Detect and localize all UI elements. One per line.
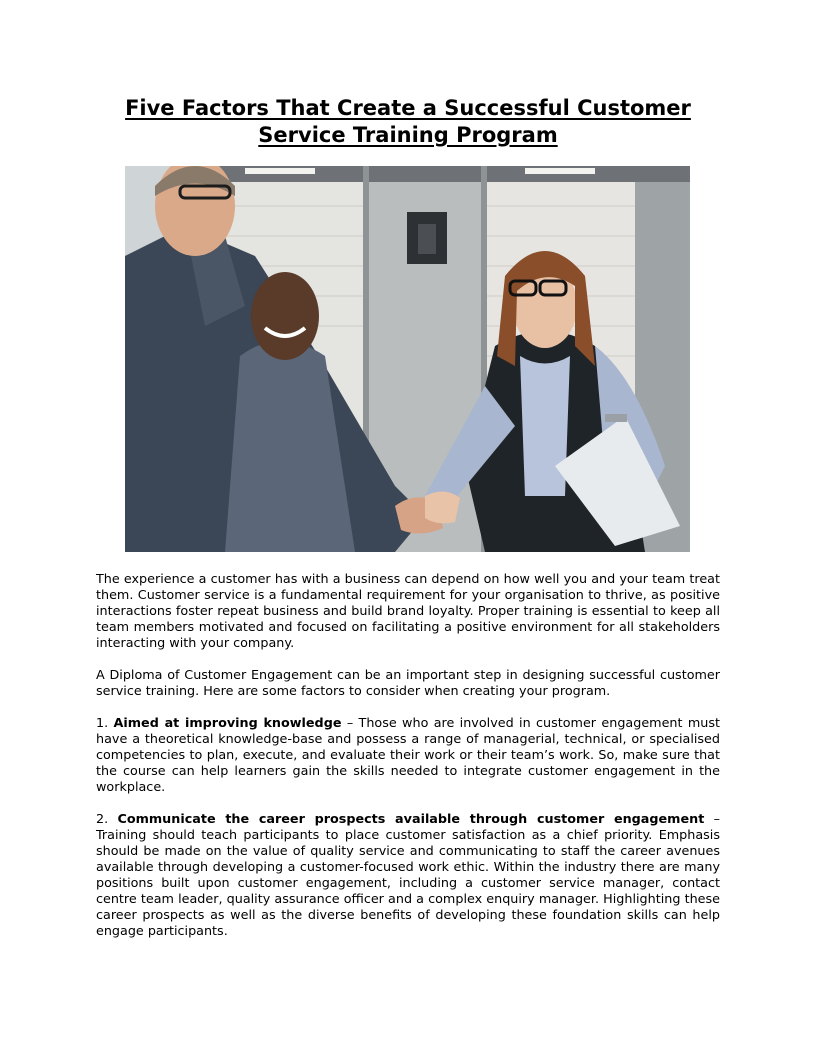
factor-2-heading: Communicate the career prospects available through customer engagement [117, 812, 705, 827]
factor-2-paragraph [96, 812, 720, 940]
article-body [96, 572, 720, 956]
factor-2-number: 2. [96, 812, 109, 827]
factor-1-paragraph [96, 716, 720, 796]
page-title: Five Factors That Create a Successful Customer Service Training Program [125, 96, 691, 147]
factor-1-text: – Those who are involved in customer engagement must have a theoretical knowledge-base and possess a range of managerial, technical, or specialised competencies to plan, execute, and evaluate their work or their team’s work. So, make sure that the course can help learners gain the skills needed to integrate customer engagement in the workplace. [96, 716, 720, 795]
factor-1-heading: Aimed at improving knowledge [113, 716, 342, 731]
hero-image [125, 166, 690, 552]
handshake-photo [125, 166, 690, 552]
factor-1-number: 1. [96, 716, 109, 731]
factor-2-text: – Training should teach participants to place customer satisfaction as a chief priority. Emphasis should be made on the value of quality service and communicating to staff the career avenues available through developing a customer-focused work ethic. Within the industry there are many positions built upon customer engagement, including a customer service manager, contact centre team leader, quality assurance officer and a complex enquiry manager. Highlighting these career prospects as well as the diverse benefits of developing these foundation skills can help engage participants. [96, 812, 720, 939]
diploma-paragraph: A Diploma of Customer Engagement can be an important step in designing successful customer service training. Here are some factors to consider when creating your program. [96, 668, 720, 699]
intro-paragraph: The experience a customer has with a business can depend on how well you and your team treat them. Customer service is a fundamental requirement for your organisation to thrive, as positive interactions foster repeat business and build brand loyalty. Proper training is essential to keep all team members motivated and focused on facilitating a positive environment for all stakeholders interacting with your company. [96, 572, 720, 651]
